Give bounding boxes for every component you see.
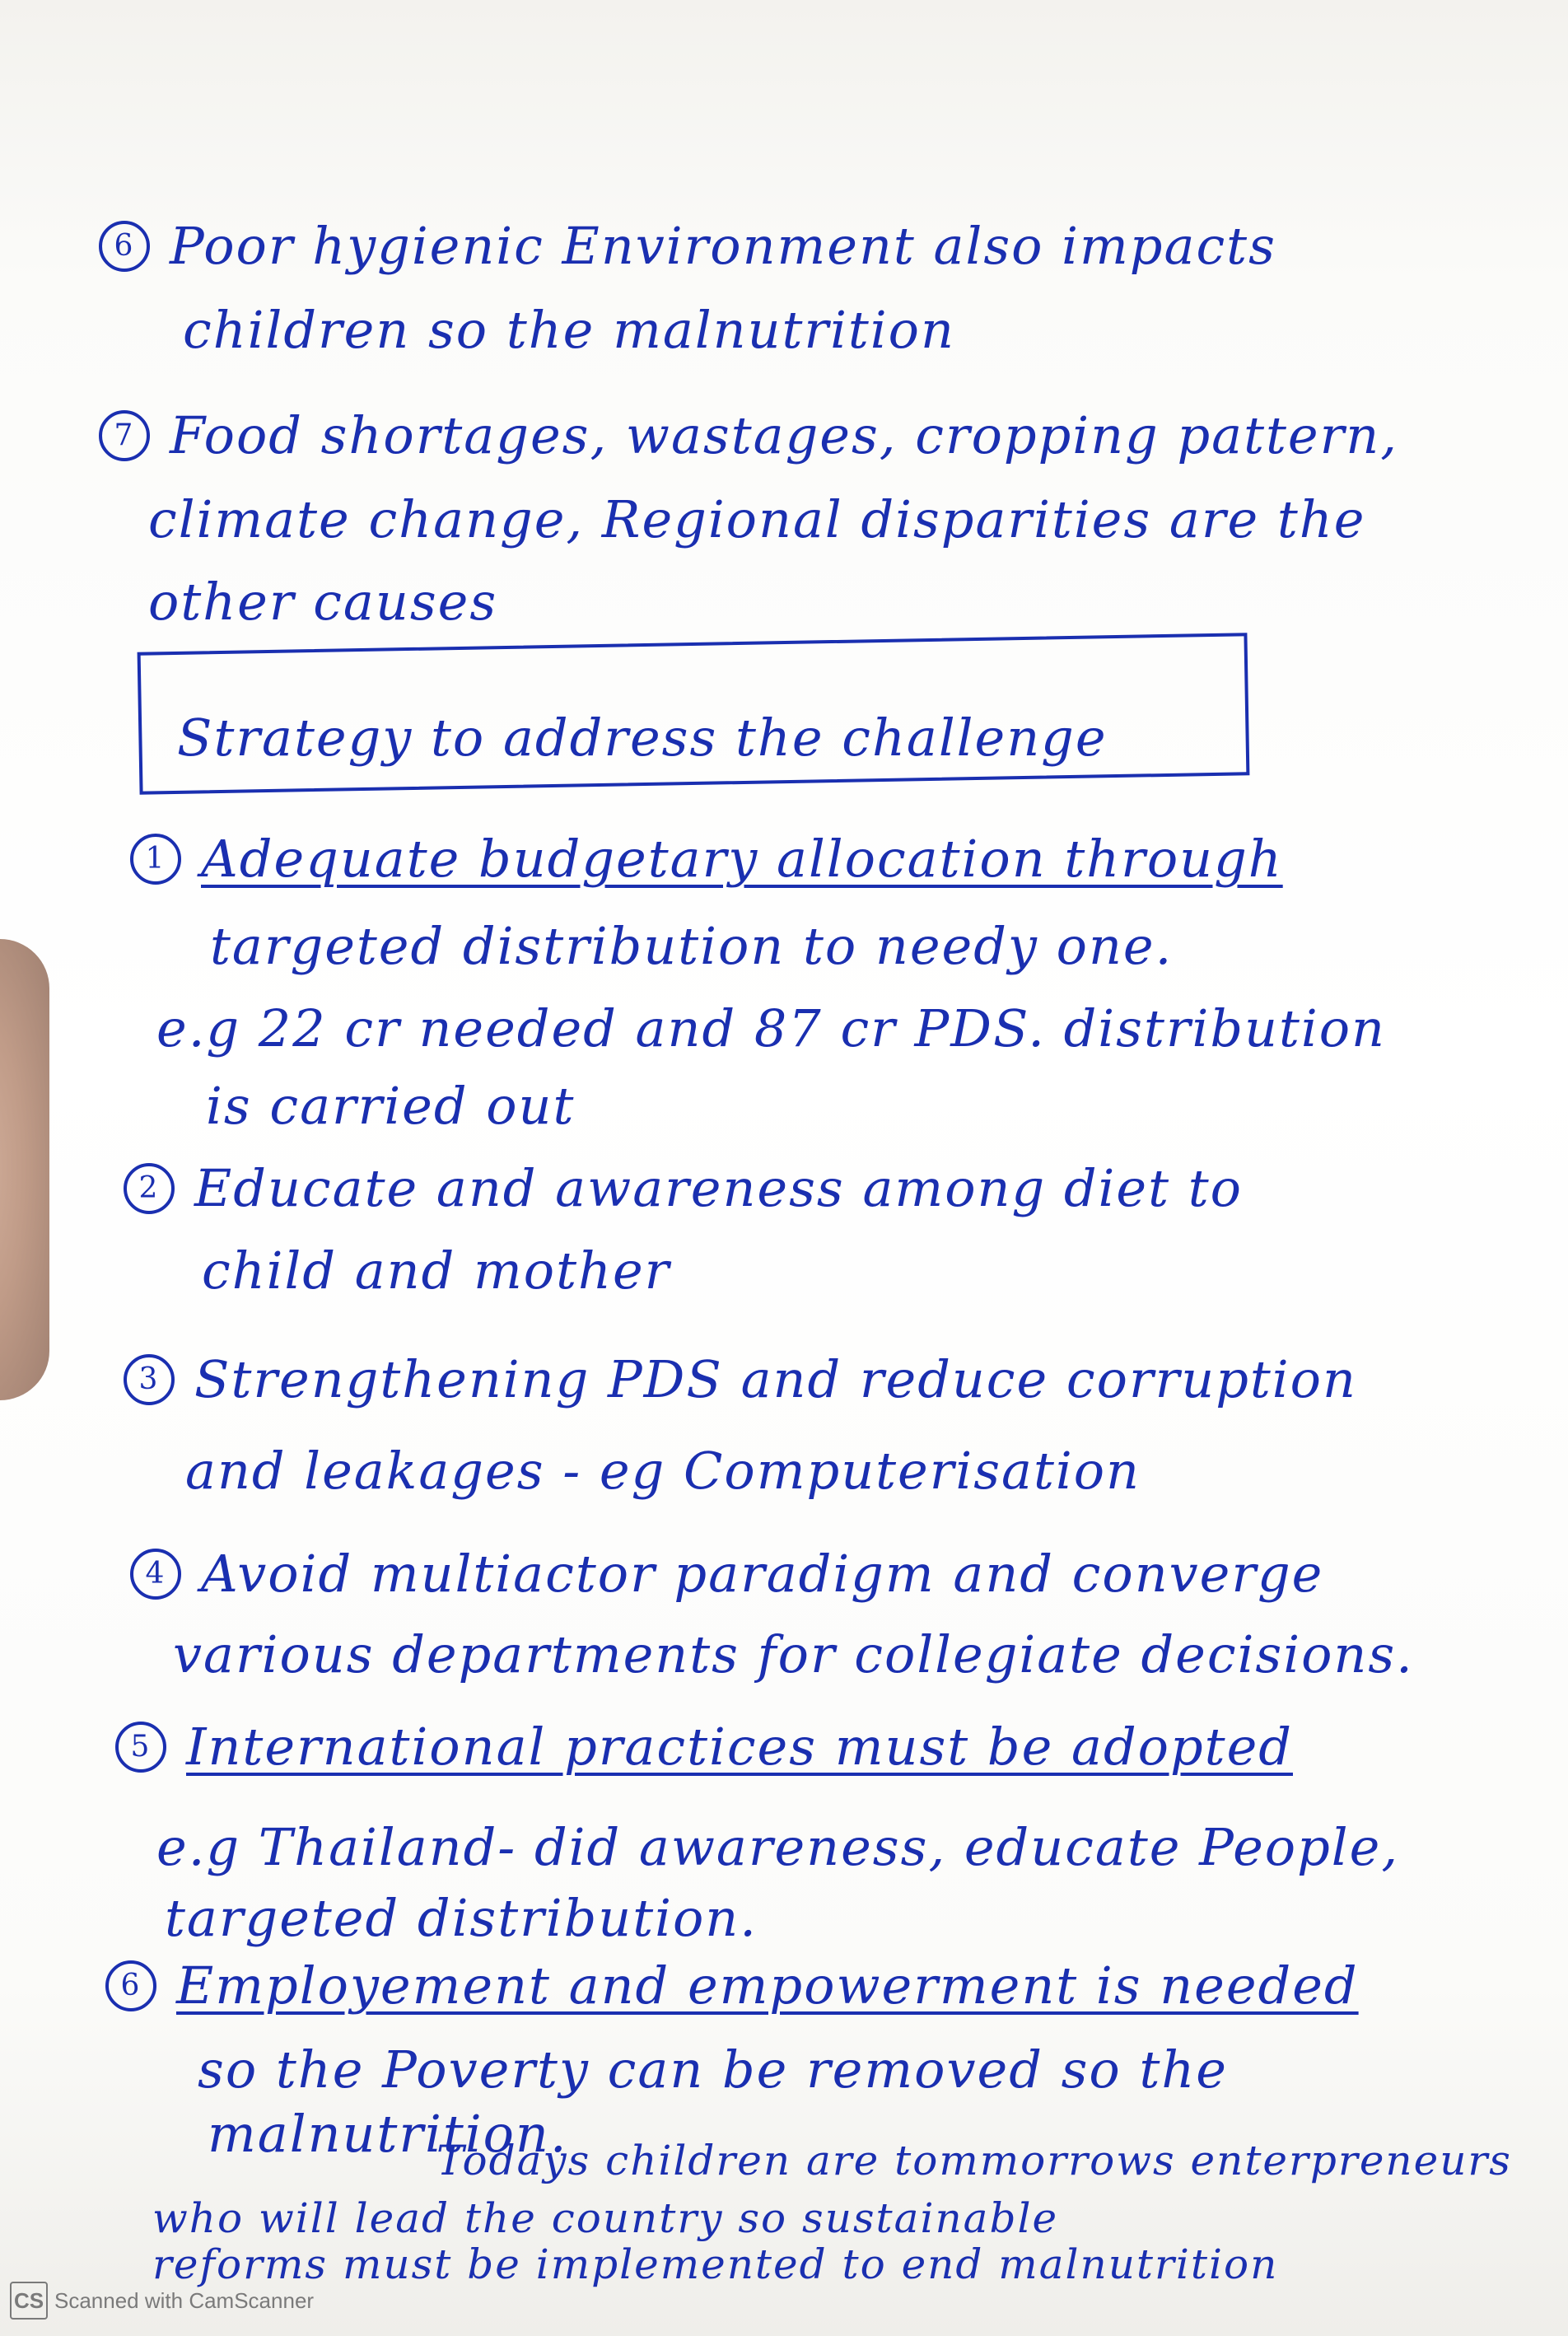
strategy-3-text-2: and leakages - eg Computerisation bbox=[185, 1441, 1141, 1501]
strategy-2-line-1 bbox=[124, 1158, 1243, 1218]
strategy-5-text-3: targeted distribution. bbox=[165, 1888, 758, 1948]
strategy-1-text-3: e.g 22 cr needed and 87 cr PDS. distribution bbox=[156, 998, 1386, 1058]
point-6-number: 6 bbox=[99, 221, 150, 272]
strategy-heading: Strategy to address the challenge bbox=[177, 708, 1108, 768]
strategy-3-text-1: Strengthening PDS and reduce corruption bbox=[194, 1349, 1357, 1409]
point-6-line-1 bbox=[99, 216, 1276, 276]
point-7-line-1 bbox=[99, 405, 1398, 465]
strategy-1-number: 1 bbox=[130, 834, 181, 885]
strategy-1-text-4: is carried out bbox=[206, 1076, 576, 1136]
strategy-4-line-1 bbox=[130, 1544, 1324, 1604]
point-7-text-1: Food shortages, wastages, cropping pattern, bbox=[170, 405, 1398, 465]
strategy-1-line-1 bbox=[130, 829, 1283, 889]
strategy-5-number: 5 bbox=[115, 1722, 166, 1773]
thumb-in-frame bbox=[0, 939, 49, 1400]
strategy-4-number: 4 bbox=[130, 1549, 181, 1600]
point-7-text-2: climate change, Regional disparities are the bbox=[148, 489, 1366, 549]
strategy-4-text-1: Avoid multiactor paradigm and converge bbox=[201, 1544, 1324, 1604]
point-6-text-1: Poor hygienic Environment also impacts bbox=[170, 216, 1276, 276]
point-7-number: 7 bbox=[99, 410, 150, 461]
strategy-3-number: 3 bbox=[124, 1354, 175, 1405]
conclusion-line-2: who will lead the country so sustainable bbox=[152, 2194, 1059, 2242]
scanner-watermark bbox=[10, 2282, 314, 2320]
strategy-3-line-1 bbox=[124, 1349, 1357, 1409]
point-6-text-2: children so the malnutrition bbox=[183, 300, 955, 360]
strategy-5-text-2: e.g Thailand- did awareness, educate People, bbox=[156, 1817, 1400, 1877]
camscanner-logo: CS bbox=[10, 2282, 48, 2320]
point-7-text-3: other causes bbox=[148, 572, 498, 632]
strategy-1-text-1: Adequate budgetary allocation through bbox=[201, 829, 1283, 889]
strategy-6-number: 6 bbox=[105, 1960, 156, 2011]
strategy-2-number: 2 bbox=[124, 1163, 175, 1214]
conclusion-line-3: reforms must be implemented to end malnutrition bbox=[152, 2240, 1279, 2288]
strategy-6-text-3: malnutrition. bbox=[208, 2104, 568, 2164]
strategy-5-text-1: International practices must be adopted bbox=[186, 1717, 1293, 1777]
strategy-2-text-1: Educate and awareness among diet to bbox=[194, 1158, 1243, 1218]
strategy-5-line-1 bbox=[115, 1717, 1293, 1777]
strategy-6-text-1: Employement and empowerment is needed bbox=[176, 1955, 1359, 2016]
strategy-4-text-2: various departments for collegiate decisions. bbox=[173, 1624, 1414, 1684]
strategy-1-text-2: targeted distribution to needy one. bbox=[210, 916, 1174, 976]
strategy-2-text-2: child and mother bbox=[202, 1240, 671, 1301]
strategy-6-text-2: so the Poverty can be removed so the bbox=[198, 2039, 1228, 2100]
strategy-6-line-1 bbox=[105, 1955, 1359, 2016]
conclusion-line-1: Todays children are tommorrows enterpreneurs bbox=[436, 2137, 1512, 2184]
scanner-watermark-text: Scanned with CamScanner bbox=[54, 2287, 315, 2313]
